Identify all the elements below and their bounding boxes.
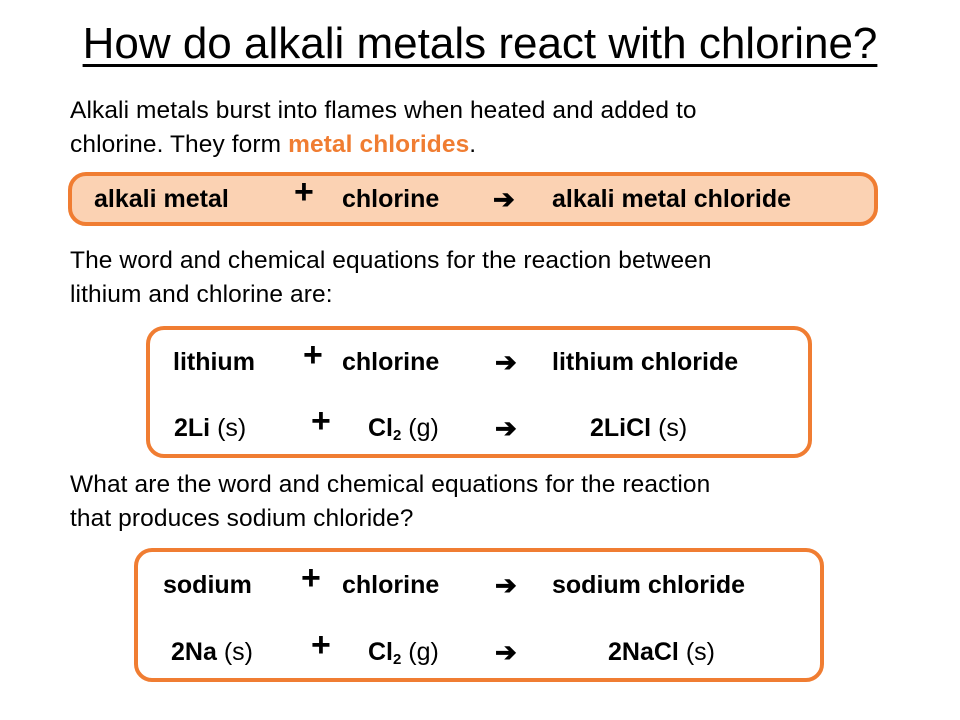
arrow-icon: ➔	[495, 413, 517, 443]
sodium-formula: 2Na	[171, 638, 217, 666]
question-line-1: What are the word and chemical equations for the reaction	[70, 471, 711, 498]
general-reactant-1: alkali metal	[94, 185, 229, 213]
lithium-chem-reactant-2	[368, 408, 439, 456]
state-symbol: (g)	[408, 638, 439, 666]
question-line-2: that produces sodium chloride?	[70, 505, 414, 532]
lithium-word-equation	[150, 336, 808, 382]
lithium-intro-line-2: lithium and chlorine are:	[70, 281, 333, 308]
sodium-word-reactant-1: sodium	[163, 571, 252, 599]
subscript: 2	[393, 427, 402, 444]
sodium-chemical-equation	[138, 626, 820, 672]
sodium-chloride-formula: 2NaCl	[608, 638, 679, 666]
arrow-icon: ➔	[495, 570, 517, 600]
arrow-icon: ➔	[495, 347, 517, 377]
plus-sign: +	[294, 173, 314, 211]
lithium-word-reactant-1: lithium	[173, 348, 255, 376]
lithium-intro-paragraph	[70, 244, 910, 312]
lithium-formula: 2Li	[174, 414, 211, 442]
arrow-icon: ➔	[495, 637, 517, 667]
lithium-chloride-formula: 2LiCl	[590, 414, 652, 442]
sodium-word-product: sodium chloride	[552, 571, 746, 599]
state-symbol: (s)	[658, 414, 688, 442]
lithium-intro-line-1: The word and chemical equations for the reaction between	[70, 247, 712, 274]
sodium-word-equation	[138, 559, 820, 605]
subscript: 2	[393, 651, 402, 668]
state-symbol: (s)	[217, 414, 247, 442]
lithium-chemical-equation	[150, 402, 808, 448]
sodium-chem-reactant-1	[171, 632, 253, 672]
intro-line-1: Alkali metals burst into flames when heated and added to	[70, 97, 697, 124]
intro-paragraph	[70, 94, 910, 162]
state-symbol: (s)	[223, 638, 253, 666]
sodium-equation-box	[134, 548, 824, 682]
page-title: How do alkali metals react with chlorine?	[82, 19, 878, 68]
sodium-chem-product	[608, 632, 715, 672]
sodium-word-reactant-2: chlorine	[342, 571, 440, 599]
intro-line-2	[70, 128, 910, 162]
chlorine-formula: Cl	[368, 414, 393, 442]
general-reactant-2: chlorine	[342, 185, 440, 213]
general-word-equation	[72, 173, 874, 219]
general-equation-box	[68, 172, 878, 226]
plus-sign: +	[311, 402, 331, 440]
lithium-word-reactant-2: chlorine	[342, 348, 440, 376]
state-symbol: (g)	[408, 414, 439, 442]
lithium-chem-product	[590, 408, 687, 448]
lithium-equation-box	[146, 326, 812, 458]
arrow-icon: ➔	[493, 184, 515, 214]
question-paragraph	[70, 468, 910, 536]
intro-line-2-text: chlorine. They form	[70, 131, 289, 158]
lithium-chem-reactant-1	[174, 408, 246, 448]
lithium-word-product: lithium chloride	[552, 348, 739, 376]
metal-chlorides-highlight: metal chlorides	[288, 131, 470, 158]
plus-sign: +	[311, 626, 331, 664]
plus-sign: +	[301, 559, 321, 597]
intro-line-2-end: .	[469, 131, 477, 158]
sodium-chem-reactant-2	[368, 632, 439, 680]
general-product: alkali metal chloride	[552, 185, 791, 213]
state-symbol: (s)	[685, 638, 715, 666]
chlorine-formula: Cl	[368, 638, 393, 666]
plus-sign: +	[303, 336, 323, 374]
